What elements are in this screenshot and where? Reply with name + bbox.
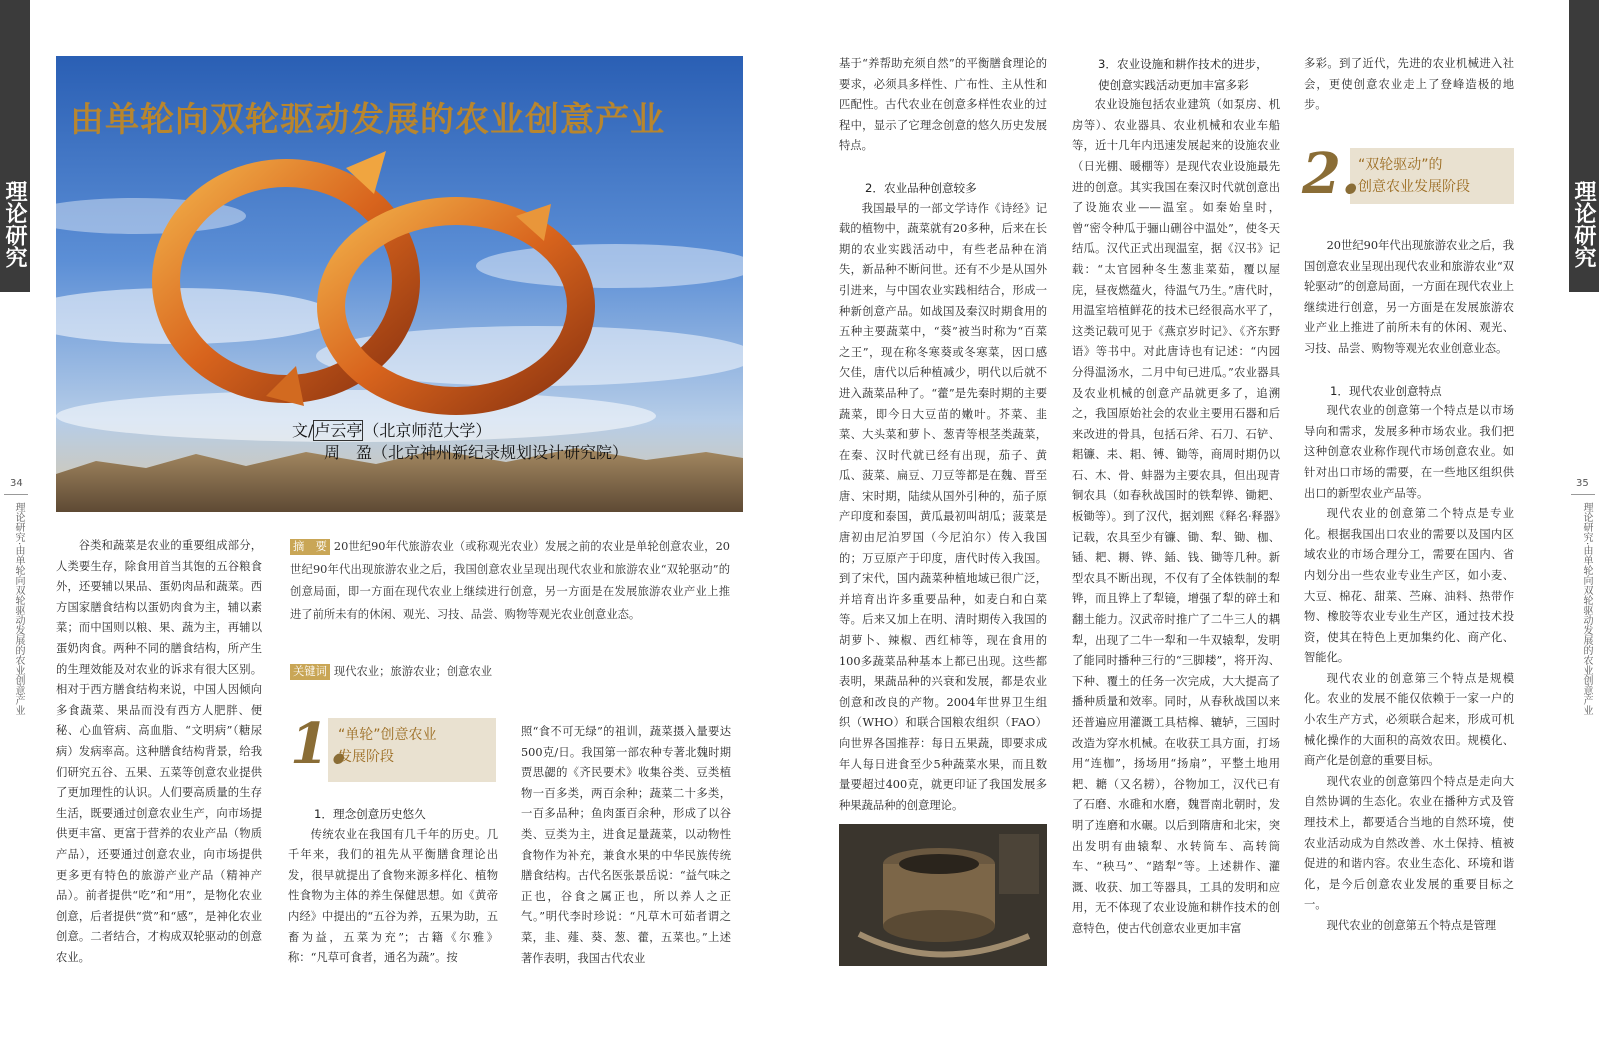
text-column-right-3 — [1304, 54, 1514, 116]
section-title: “单轮”创意农业 发展阶段 — [338, 727, 437, 765]
paragraph: 现代农业的创意第四个特点是走向大自然协调的生态化。农业在播种方式及管理技术上，都要适合当地的自然环境，使农业活动成为自然改善、水土保持、植被促进的和谐内容。农业生态化、环境和谐化，是今后创意农业发展的重要目标之一。 — [1304, 774, 1514, 912]
paragraph: 我国最早的一部文学诗作《诗经》记载的植物中，蔬菜就有20多种，后来在长期的农业实践活动中，有些老品种在消失，新品种不断问世。还有不少是从国外引进来，与中国农业实践相结合，形成一种新创意产品。如战国及秦汉时期食用的五种主要蔬菜中，“葵”被当时称为“百菜之王”，现在称冬寒葵或冬寒菜，因口感欠佳，唐代以后种植减少，明代以后就不进入蔬菜品种了。“藿”是先秦时期的主要蔬菜，即今日大豆苗的嫩叶。芥菜、韭菜、大头菜和萝卜、葱青等根茎类蔬菜，在秦、汉时代就已经有出现，茄子、黄瓜、菠菜、扁豆、刀豆等都是在魏、晋至唐、宋时期，陆续从国外引种的，茄子原产印度和泰国，黄瓜最初叫胡瓜；菠菜是唐初由尼泊罗国（今尼泊尔）传入我国的；万豆原产于印度，唐代时传入我国。到了宋代，国内蔬菜种植地域已很广泛，并培育出许多重要品种，如麦白和白菜等。后来又加上在明、清时期传入我国的胡萝卜、辣椒、西红柿等，现在食用的100多蔬菜品种基本上都已出现。这些都表明，果蔬品种的兴衰和发展，都是农业创意和改良的产物。2004年世界卫生组织（WHO）和联合国粮农组织（FAO）向世界各国推荐：每日五果蔬，即要求成年人每日进食至少5种蔬菜水果，而且数量要超过400克，就更印证了我国发展多种果蔬品种的创意理论。 — [839, 201, 1047, 812]
paragraph: 20世纪90年代出现旅游农业之后，我国创意农业呈现出现代农业和旅游农业“双轮驱动”的创意局面，一方面在现代农业上继续进行创意，另一方面是在发展旅游农业产业上推进了前所未有的休闲、观光、习技、品尝、购物等观光农业创意业态。 — [1304, 239, 1514, 355]
subheading: 2．农业品种创意较多 — [865, 180, 977, 195]
keywords-text: 现代农业；旅游农业；创意农业 — [333, 665, 493, 678]
paragraph: 传统农业在我国有几千年的历史。几千年来，我们的祖先从平衡膳食理论出发，很早就提出了食物来源多样化、植物性食物为主体的养生保健思想。如《黄帝内经》中提出的“五谷为养，五果为助，五畜为益，五菜为充”；古籍《尔雅》称：“凡草可食者，通名为蔬”。按 — [288, 827, 498, 965]
photo-stone-mill — [839, 824, 1047, 966]
article-title: 由单轮向双轮驱动发展的农业创意产业 — [70, 100, 665, 140]
keywords — [290, 662, 730, 682]
subheading: 1．现代农业创意特点 — [1330, 383, 1442, 398]
keywords-label: 关键词 — [290, 664, 330, 680]
text-column-left-1 — [56, 536, 262, 968]
abstract-label: 摘 要 — [290, 539, 330, 555]
paragraph: 基于“养帮助充须自然”的平衡膳食理论的要求，必须具多样性、广布性、主从性和匹配性。古代农业在创意多样性农业的过程中，显示了它理念创意的悠久历史发展特点。 — [839, 57, 1047, 153]
divider — [1571, 494, 1595, 495]
page-number-left: 34 — [10, 478, 23, 489]
paragraph: 多彩。到了近代，先进的农业机械进入社会，更使创意农业走上了登峰造极的地步。 — [1304, 57, 1514, 112]
text-column-right-1 — [839, 54, 1047, 816]
side-tab-label: 理论研究 — [1571, 180, 1597, 268]
paragraph: 谷类和蔬菜是农业的重要组成部分，人类要生存，除食用首当其饱的五谷粮食外，还要辅以果品、蛋奶肉品和蔬菜。西方国家膳食结构以蛋奶肉食为主，辅以素菜；而中国则以粮、果、蔬为主，再辅以蛋奶肉食。两种不同的膳食结构，所产生的生理效能及对农业的诉求有很大区别。相对于西方膳食结构来说，中国人因倾向多食蔬菜、果品而没有西方人肥胖、便秘、心血管病、高血脂、“文明病”（糖尿病）发病率高。这种膳食结构背景，给我们研究五谷、五果、五菜等创意农业提供了更加理性的认识。人们要高质量的生存生活，既要通过创意农业生产，向市场提供更丰富、更富于营养的农业产品（物质产品），还要通过创意农业，向市场提供更多更有特色的旅游产业产品（精神产品）。前者提供“吃”和“用”，是物化农业创意，后者提供“赏”和“感”，是神化农业创意。二者结合，才构成双轮驱动的创意农业。 — [56, 539, 262, 964]
running-head-right: 理论研究·由单轮向双轮驱动发展的农业创意产业 — [1581, 502, 1592, 716]
paragraph: 现代农业的创意第五个特点是管理 — [1326, 919, 1497, 932]
paragraph: 现代农业的创意第三个特点是规模化。农业的发展不能仅依赖于一家一户的小农生产方式，必须联合起来，形成可机械化操作的大面积的高效农田。规模化、商产化是创意的重要目标。 — [1304, 671, 1514, 768]
divider — [4, 494, 28, 495]
byline-author-1: 文/卢云亭（北京师范大学） — [292, 421, 492, 440]
text-column-left-3 — [521, 722, 731, 969]
byline — [292, 420, 628, 464]
page-number-right: 35 — [1576, 478, 1589, 489]
section-number: 2. — [1302, 141, 1361, 207]
abstract-text: 20世纪90年代旅游农业（或称观光农业）发展之前的农业是单轮创意农业，20世纪90年代出现旅游农业之后，我国创意农业呈现出现代农业和旅游农业“双轮驱动”的创意局面，即一方面在现代农业上继续进行创意，另一方面是在发展旅游农业产业上推进了前所未有的休闲、观光、习技、品尝、购物等观光农业创意业态。 — [290, 540, 730, 621]
stone-mill-image — [839, 824, 1047, 966]
section-title: “双轮驱动”的 创意农业发展阶段 — [1358, 157, 1470, 195]
side-tab-left — [0, 0, 30, 292]
text-column-right-3b — [1304, 236, 1514, 937]
section-number: 1. — [290, 711, 349, 777]
paragraph: 照“食不可无绿”的祖训，蔬菜摄入量要达500克/日。我国第一部农种专著北魏时期贾思勰的《齐民要术》收集谷类、豆类植物一百多类，两百余种；蔬菜二十多类，一百多品种；鱼肉蛋百余种，形成了以谷类、豆类为主，进食足量蔬菜，以动物性食物作为补充，兼食水果的中华民族传统膳食结构。古代名医张景岳说：“益气味之正也，谷食之属正也，所以养人之正气。”明代李时珍说：“凡草木可茹者谓之菜，韭、薤、葵、葱、藿，五菜也。”上述著作表明，我国古代农业 — [521, 725, 731, 965]
text-column-right-2 — [1072, 54, 1280, 940]
byline-author-2: 周 盈（北京神州新纪录规划设计研究院） — [324, 443, 629, 462]
side-tab-right — [1569, 0, 1599, 292]
subheading: 3．农业设施和耕作技术的进步， 使创意实践活动更加丰富多彩 — [1098, 57, 1268, 92]
abstract — [290, 536, 730, 626]
paragraph: 现代农业的创意第二个特点是专业化。根据我国出口农业的需要以及国内区域农业的市场合理分工，需要在国内、省内划分出一些农业专业生产区，如小麦、大豆、棉花、甜菜、苎麻、油料、热带作物、橡胶等农业专业生产区，通过技术投资，使其在特色上更加集约化、商产化、智能化。 — [1304, 507, 1514, 665]
side-tab-label: 理论研究 — [2, 180, 28, 268]
running-head-left: 理论研究·由单轮向双轮驱动发展的农业创意产业 — [13, 502, 24, 716]
paragraph: 现代农业的创意第一个特点是以市场导向和需求，发展多种市场农业。我们把这种创意农业称作现代市场创意农业。如针对出口市场的需要，在一些地区组织供出口的新型农业产品等。 — [1304, 404, 1514, 500]
text-column-left-2 — [288, 804, 498, 969]
paragraph: 农业设施包括农业建筑（如泵房、机房等）、农业器具、农业机械和农业车船等，近十几年内迅速发展起来的设施农业（日光棚、暖棚等）是现代农业设施最先进的创意。其实我国在秦汉时代就创意出了设施农业——温室。如秦始皇时，曾“密令种瓜于骊山硎谷中温处”，使冬天结瓜。汉代正式出现温室，据《汉书》记载：“太官园种冬生葱韭菜茹，覆以屋庑，昼夜燃蕴火，待温气乃生。”唐代时，用温室培植鲜花的技术已经很高水平了，这类记载可见于《燕京岁时记》、《齐东野语》等书中。对此唐诗也有记述：“内园分得温汤水，二月中旬已进瓜。”农业器具及农业机械的创意产品就更多了，追溯之，我国原始社会的农业主要用石器和后来改进的骨具，包括石斧、石刀、石铲、耜镰、耒、耜、镈、锄等，商周时期仍以石、木、骨、蚌器为主要农具，但出现青铜农具（如春秋战国时的铁犁铧、锄耙、板锄等）。到了汉代，据刘熙《释名·释器》记载，农具至少有镰、锄、犁、锄、枷、锸、耙、耨、铧、鍤、钱、锄等几种。新型农具不断出现，不仅有了全体铁制的犁铧，而且铧上了犁镜，增强了犁的碎土和翻土能力。汉武帝时推广了二牛三人的耦犁，出现了二牛一犁和一牛双辕犁，发明了能同时播种三行的“三脚耧”，将开沟、下种、覆土的任务一次完成，大大提高了播种质量和效率。同时，从春秋战国以来还普遍应用灌溉工具桔槔、辘轳，三国时改造为穿水机械。在收获工具方面，打场用“连枷”，扬场用“扬扇”，平整土地用耙、耱（又名耢），谷物加工，汉代已有了石磨、水碓和水磨，魏晋南北朝时，发明了连磨和水碾。以后到隋唐和北宋，突出发明有曲辕犁、水转筒车、高转筒车、“秧马”、“踏犁”等。上述耕作、灌溉、收获、加工等器具，工具的发明和应用，无不体现了农业设施和耕作技术的创意特色，使古代创意农业更加丰富 — [1072, 98, 1280, 935]
subheading: 1．理念创意历史悠久 — [314, 807, 426, 821]
